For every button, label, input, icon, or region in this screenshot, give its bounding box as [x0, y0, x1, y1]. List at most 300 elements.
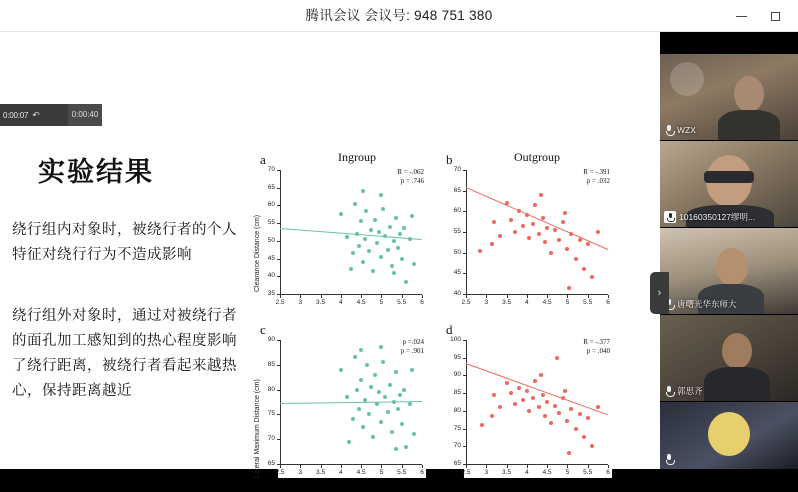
x-tick [300, 295, 301, 298]
maximize-icon [771, 12, 780, 21]
data-point [375, 402, 379, 406]
x-tick-label: 6 [420, 469, 424, 476]
y-tick [277, 414, 280, 415]
x-tick [466, 295, 467, 298]
data-point [582, 435, 586, 439]
avatar [722, 333, 752, 369]
scatter-panel-d [450, 336, 612, 478]
y-tick [277, 276, 280, 277]
y-tick-label: 65 [267, 183, 275, 191]
y-tick-label: 35 [267, 290, 275, 297]
data-point [545, 226, 549, 230]
y-tick-label: 60 [267, 201, 275, 209]
x-tick-label: 5 [379, 469, 384, 476]
x-tick [321, 465, 322, 468]
x-tick [402, 295, 403, 298]
data-point [574, 427, 578, 431]
panel-a-title: Ingroup [338, 150, 376, 164]
avatar [734, 76, 764, 112]
participant-rail [660, 32, 798, 469]
x-axis [280, 464, 422, 465]
participant-tile-4[interactable] [660, 402, 798, 469]
y-tick-label: 65 [267, 460, 275, 467]
x-tick-label: 4.5 [542, 299, 552, 306]
x-tick-label: 4.5 [542, 469, 552, 476]
x-tick-label: 5 [379, 299, 384, 306]
data-point [549, 421, 553, 425]
data-point [521, 398, 525, 402]
participant-tile-3[interactable] [660, 315, 798, 401]
x-tick [341, 465, 342, 468]
y-tick-label: 75 [267, 410, 275, 418]
x-tick-label: 4 [525, 469, 529, 476]
y-tick-label: 40 [453, 290, 461, 297]
y-tick [463, 411, 466, 412]
data-point [390, 264, 394, 268]
data-point [379, 193, 383, 197]
minimize-button[interactable] [726, 0, 756, 32]
x-tick-label: 4 [339, 469, 343, 476]
x-tick-label: 4 [525, 299, 529, 306]
x-tick-label: 3 [484, 469, 489, 476]
y-tick [463, 211, 466, 212]
data-point [533, 379, 537, 383]
data-point [361, 260, 365, 264]
x-tick-label: 3 [484, 299, 489, 306]
data-point [379, 345, 383, 349]
panel-d-stat-r: R = -.377 [583, 338, 610, 346]
glasses [704, 171, 754, 183]
y-tick [277, 439, 280, 440]
x-tick [341, 295, 342, 298]
data-point [347, 440, 351, 444]
x-tick-label: 3 [298, 469, 303, 476]
x-tick-label: 4.5 [356, 299, 366, 306]
data-point [349, 267, 353, 271]
data-point [586, 416, 590, 420]
mic-active-icon [664, 211, 676, 223]
data-point [355, 388, 359, 392]
x-tick [608, 465, 609, 468]
x-tick [507, 295, 508, 298]
y-tick [277, 365, 280, 366]
data-point [513, 402, 517, 406]
data-point [521, 224, 525, 228]
y-tick [277, 188, 280, 189]
data-point [590, 275, 594, 279]
y-tick [277, 205, 280, 206]
data-point [517, 209, 521, 213]
y-tick-label: 45 [267, 254, 275, 262]
y-axis [280, 170, 281, 294]
y-tick [463, 358, 466, 359]
data-point [513, 230, 517, 234]
data-point [539, 373, 543, 377]
x-tick-label: 3.5 [316, 469, 326, 476]
data-point [367, 412, 371, 416]
data-point [480, 423, 484, 427]
scatter-panel-c [254, 336, 426, 478]
background-object [670, 62, 704, 96]
data-point [345, 395, 349, 399]
x-tick [588, 295, 589, 298]
y-tick-label: 85 [453, 389, 461, 397]
data-point [371, 269, 375, 273]
x-tick [507, 465, 508, 468]
data-point [367, 249, 371, 253]
y-tick-label: 90 [267, 336, 275, 343]
data-point [569, 232, 573, 236]
data-point [402, 388, 406, 392]
data-point [567, 451, 571, 455]
y-tick [463, 253, 466, 254]
data-point [351, 417, 355, 421]
x-tick [361, 295, 362, 298]
share-toolbar[interactable] [0, 104, 68, 126]
y-tick-label: 65 [453, 460, 461, 467]
participant-name-2 [664, 298, 737, 310]
x-tick-label: 5.5 [583, 469, 593, 476]
y-tick [463, 340, 466, 341]
data-point [369, 385, 373, 389]
y-tick-label: 80 [267, 385, 275, 393]
data-point [490, 414, 494, 418]
data-point [531, 396, 535, 400]
mic-plain-icon [664, 453, 674, 465]
data-point [357, 407, 361, 411]
x-tick [547, 465, 548, 468]
data-point [586, 242, 590, 246]
y-tick [277, 259, 280, 260]
x-tick-label: 6 [606, 299, 610, 306]
x-tick [567, 465, 568, 468]
x-tick [402, 465, 403, 468]
mic-plain-icon [664, 124, 674, 136]
y-tick [277, 170, 280, 171]
y-tick [463, 170, 466, 171]
data-point [363, 398, 367, 402]
data-point [590, 444, 594, 448]
x-tick [321, 295, 322, 298]
data-point [404, 445, 408, 449]
data-point [408, 402, 412, 406]
data-point [498, 405, 502, 409]
x-tick-label: 3.5 [502, 469, 512, 476]
data-point [364, 209, 368, 213]
data-point [561, 220, 565, 224]
y-tick-label: 70 [453, 442, 461, 450]
y-tick [277, 241, 280, 242]
data-point [582, 267, 586, 271]
panel-c-letter: c [260, 322, 266, 337]
participant-label-0: WZX [677, 125, 696, 135]
slide-title: 实验结果 [38, 157, 154, 188]
data-point [392, 400, 396, 404]
panel-a-stat-r: R = -.062 [397, 168, 424, 176]
data-point [578, 412, 582, 416]
data-point [498, 234, 502, 238]
data-point [525, 213, 529, 217]
x-tick-label: 5 [565, 469, 570, 476]
data-point [412, 262, 416, 266]
regression-line [280, 402, 422, 405]
data-point [563, 211, 567, 215]
panel-b-letter: b [446, 152, 453, 167]
shared-content-stage [0, 32, 660, 478]
data-point [359, 348, 363, 352]
y-tick [277, 340, 280, 341]
x-tick-label: 5 [565, 299, 570, 306]
participant-name-1 [664, 211, 755, 223]
data-point [527, 236, 531, 240]
data-point [527, 409, 531, 413]
x-tick-label: 3 [298, 299, 303, 306]
data-point [569, 407, 573, 411]
y-tick-label: 90 [453, 371, 461, 379]
data-point [492, 220, 496, 224]
window-title: 腾讯会议 会议号: 948 751 380 [305, 8, 493, 23]
data-point [531, 222, 535, 226]
data-point [565, 247, 569, 251]
y-tick [463, 232, 466, 233]
data-point [339, 212, 343, 216]
scatter-panel-a [254, 166, 426, 308]
data-point [478, 249, 482, 253]
participant-tile-1[interactable] [660, 141, 798, 227]
panel-b-title: Outgroup [514, 150, 560, 164]
data-point [365, 363, 369, 367]
data-point [359, 378, 363, 382]
data-point [377, 230, 381, 234]
y-tick-label: 55 [453, 228, 461, 235]
data-point [377, 390, 381, 394]
x-tick [588, 465, 589, 468]
data-point [355, 232, 359, 236]
data-point [379, 255, 383, 259]
data-point [537, 405, 541, 409]
x-tick [280, 295, 281, 298]
y-axis [466, 340, 467, 464]
window-titlebar [0, 0, 798, 32]
y-tick-label: 70 [453, 166, 461, 173]
maximize-button[interactable] [760, 0, 790, 32]
x-tick [300, 465, 301, 468]
data-point [388, 225, 392, 229]
data-point [375, 241, 379, 245]
slide-paragraph-2: 绕行组外对象时，通过对被绕行者的面孔加工感知到的热心程度影响了绕行距离，被绕行者看起来越热心，保持距离越近 [12, 308, 237, 399]
x-tick [486, 295, 487, 298]
data-point [353, 355, 357, 359]
data-point [578, 238, 582, 242]
x-tick [608, 295, 609, 298]
x-axis [466, 464, 608, 465]
panel-a-letter: a [260, 152, 266, 167]
data-point [398, 232, 402, 236]
data-point [537, 232, 541, 236]
data-point [357, 244, 361, 248]
avatar-body [704, 367, 770, 403]
y-tick [277, 223, 280, 224]
y-tick [463, 191, 466, 192]
data-point [412, 432, 416, 436]
data-point [373, 373, 377, 377]
data-point [394, 447, 398, 451]
share-duration: 0:00:40 [68, 104, 102, 126]
data-point [543, 414, 547, 418]
chevron-right-icon[interactable]: › [650, 272, 669, 314]
data-point [392, 239, 396, 243]
data-point [553, 228, 557, 232]
data-point [517, 386, 521, 390]
data-point [557, 238, 561, 242]
data-point [396, 246, 400, 250]
data-point [388, 383, 392, 387]
x-tick-label: 3.5 [316, 299, 326, 306]
participant-name-0 [664, 124, 696, 136]
data-point [373, 218, 377, 222]
data-point [539, 193, 543, 197]
y-tick [463, 429, 466, 430]
x-tick-label: 6 [420, 299, 424, 306]
y-tick [463, 393, 466, 394]
data-point [394, 216, 398, 220]
slide-paragraph-1: 绕行组内对象时，被绕行者的个人特征对绕行行为不造成影响 [12, 222, 237, 263]
x-tick-label: 2.5 [275, 299, 285, 306]
participant-tile-2[interactable] [660, 228, 798, 314]
undo-icon[interactable]: ↶ [32, 109, 40, 120]
y-tick-label: 55 [267, 219, 275, 227]
x-tick-label: 4 [339, 299, 343, 306]
data-point [363, 237, 367, 241]
x-tick-label: 5.5 [583, 299, 593, 306]
avatar-body [718, 110, 780, 144]
data-point [541, 393, 545, 397]
data-point [386, 248, 390, 252]
data-point [404, 280, 408, 284]
x-tick [527, 295, 528, 298]
data-point [383, 395, 387, 399]
data-point [386, 410, 390, 414]
participant-label-1: 10160350127缪明... [679, 212, 756, 222]
participant-name-3 [664, 385, 703, 397]
data-point [359, 219, 363, 223]
x-tick [381, 295, 382, 298]
data-point [541, 216, 545, 220]
data-point [381, 360, 385, 364]
x-tick-label: 2.5 [275, 469, 285, 476]
data-point [402, 226, 406, 230]
x-tick [466, 465, 467, 468]
y-tick-label: 70 [267, 166, 275, 173]
participant-label-2: 唐曙光华东师大 [677, 299, 737, 309]
mic-plain-icon [664, 385, 674, 397]
panel-c-stat-r: p =.024 [402, 338, 424, 346]
y-tick [463, 375, 466, 376]
x-tick-label: 4.5 [356, 469, 366, 476]
regression-line [466, 187, 608, 250]
data-point [408, 237, 412, 241]
data-point [553, 404, 557, 408]
x-tick [547, 295, 548, 298]
data-point [371, 435, 375, 439]
data-point [505, 201, 509, 205]
y-tick-label: 95 [453, 353, 461, 361]
panel-b-stat-p: p = .032 [586, 177, 610, 185]
data-point [390, 430, 394, 434]
data-point [509, 391, 513, 395]
x-axis [466, 294, 608, 295]
x-tick-label: 3.5 [502, 299, 512, 306]
share-timer: 0:00:07 [3, 110, 29, 120]
data-point [545, 400, 549, 404]
data-point [361, 189, 365, 193]
presentation-slide [0, 32, 660, 478]
panel-a-stat-p: p = .746 [400, 177, 424, 185]
avatar [716, 248, 748, 286]
y-tick-label: 50 [267, 236, 275, 244]
y-tick [463, 273, 466, 274]
panel-b-stat-r: R = -.391 [583, 168, 610, 176]
data-point [505, 381, 509, 385]
data-point [392, 271, 396, 275]
data-point [490, 242, 494, 246]
data-point [567, 286, 571, 290]
data-point [339, 368, 343, 372]
y-tick-label: 45 [453, 269, 461, 277]
panel-c-ylabel: Lateral Maximum Distance (cm) [254, 379, 261, 478]
data-point [400, 257, 404, 261]
y-tick [277, 390, 280, 391]
y-tick-label: 75 [453, 424, 461, 432]
y-tick-label: 40 [267, 272, 275, 280]
avatar [708, 412, 750, 456]
data-point [543, 240, 547, 244]
y-tick-label: 100 [450, 336, 461, 343]
scatter-panel-b [453, 166, 612, 308]
data-point [596, 230, 600, 234]
data-point [381, 207, 385, 211]
y-tick [463, 446, 466, 447]
data-point [410, 214, 414, 218]
x-tick [422, 465, 423, 468]
panel-a-ylabel: Clearance Distance (cm) [254, 214, 261, 292]
x-tick-label: 5.5 [397, 469, 407, 476]
data-point [394, 370, 398, 374]
panel-d-stat-p: p = .040 [586, 347, 610, 355]
data-point [353, 202, 357, 206]
x-tick-label: 6 [606, 469, 610, 476]
participant-name-4 [664, 453, 677, 465]
panel-d-letter: d [446, 322, 453, 337]
x-tick-label: 5.5 [397, 299, 407, 306]
x-tick-label: 2.5 [461, 299, 471, 306]
data-point [563, 389, 567, 393]
data-point [596, 405, 600, 409]
minimize-icon [736, 16, 747, 17]
participant-tile-0[interactable] [660, 54, 798, 140]
x-tick [361, 465, 362, 468]
x-tick [527, 465, 528, 468]
data-point [525, 389, 529, 393]
x-tick [486, 465, 487, 468]
x-tick [280, 465, 281, 468]
x-tick [381, 465, 382, 468]
figure-scatter-grid [246, 144, 646, 492]
data-point [369, 228, 373, 232]
data-point [398, 393, 402, 397]
data-point [351, 251, 355, 255]
participant-label-3: 郭思齐 [677, 386, 703, 396]
